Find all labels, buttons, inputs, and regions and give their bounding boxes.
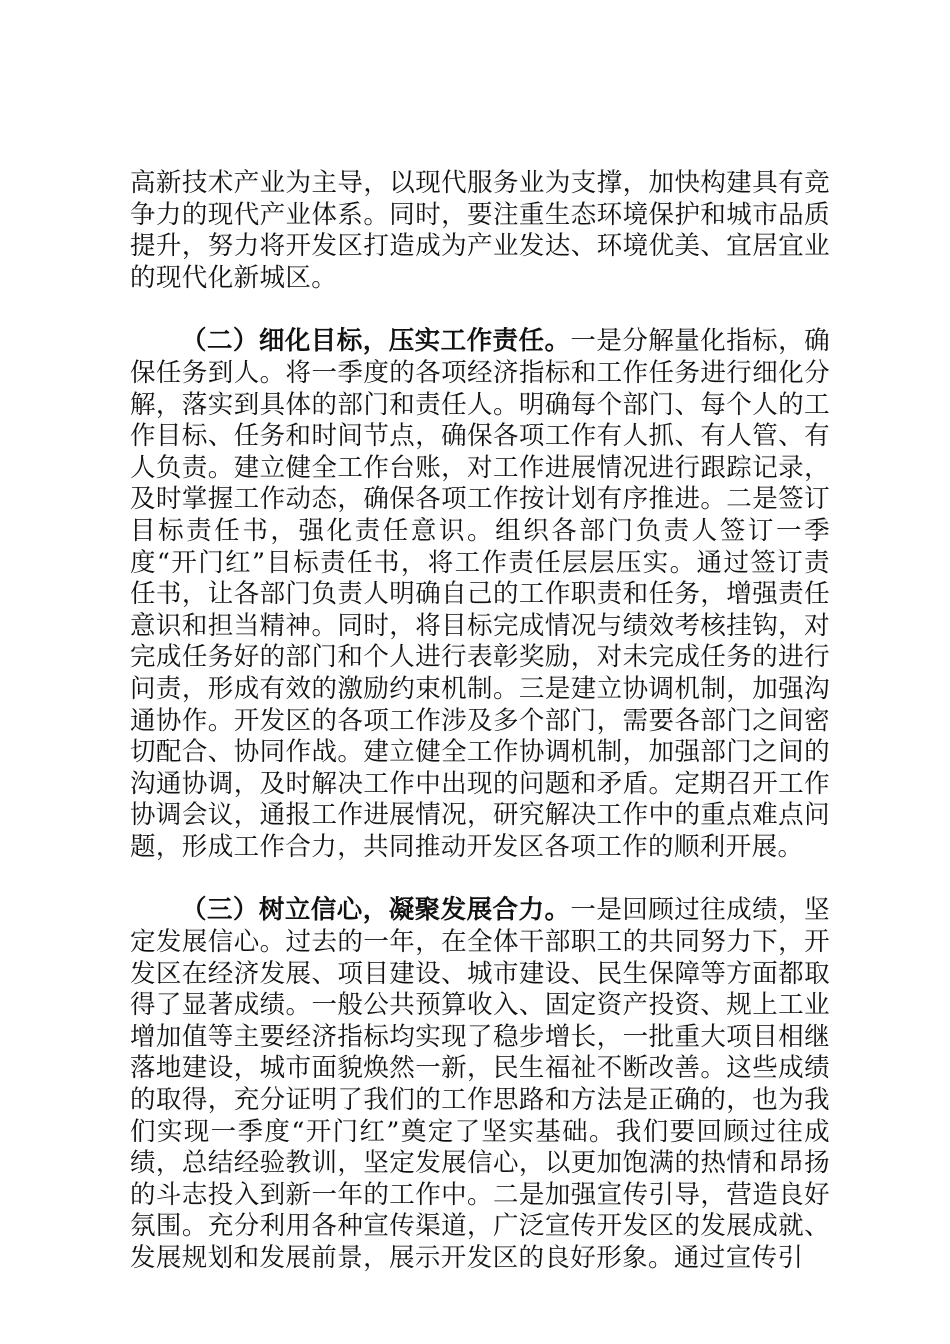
paragraph-text: 高新技术产业为主导，以现代服务业为支撑，加快构建具有竞争力的现代产业体系。同时，要注重生态环境保护和城市品质提升，努力将开发区打造成为产业发达、环境优美、宜居宜业的现代化新城区。	[130, 168, 830, 293]
paragraph-text: 一是分解量化指标，确保任务到人。将一季度的各项经济指标和工作任务进行细化分解，落实到具体的部门和责任人。明确每个部门、每个人的工作目标、任务和时间节点，确保各项工作有人抓、有人管、有人负责。建立健全工作台账，对工作进展情况进行跟踪记录，及时掌握工作动态，确保各项工作按计划有序推进。二是签订目标责任书，强化责任意识。组织各部门负责人签订一季度“开门红”目标责任书，将工作责任层层压实。通过签订责任书，让各部门负责人明确自己的工作职责和任务，增强责任意识和担当精神。同时，将目标完成情况与绩效考核挂钩，对完成任务好的部门和个人进行表彰奖励，对未完成任务的进行问责，形成有效的激励约束机制。三是建立协调机制，加强沟通协作。开发区的各项工作涉及多个部门，需要各部门之间密切配合、协同作战。建立健全工作协调机制，加强部门之间的沟通协调，及时解决工作中出现的问题和矛盾。定期召开工作协调会议，通报工作进展情况，研究解决工作中的重点难点问题，形成工作合力，共同推动开发区各项工作的顺利开展。	[130, 326, 830, 862]
paragraph-text: 一是回顾过往成绩，坚定发展信心。过去的一年，在全体干部职工的共同努力下，开发区在经济发展、项目建设、城市建设、民生保障等方面都取得了显著成绩。一般公共预算收入、固定资产投资、规上工业增加值等主要经济指标均实现了稳步增长，一批重大项目相继落地建设，城市面貌焕然一新，民生福祉不断改善。这些成绩的取得，充分证明了我们的工作思路和方法是正确的，也为我们实现一季度“开门红”奠定了坚实基础。我们要回顾过往成绩，总结经验教训，坚定发展信心，以更加饱满的热情和昂扬的斗志投入到新一年的工作中。二是加强宣传引导，营造良好氛围。充分利用各种宣传渠道，广泛宣传开发区的发展成就、发展规划和发展前景，展示开发区的良好形象。通过宣传引	[130, 895, 830, 1273]
paragraph-continued	[130, 168, 830, 294]
paragraph-section-2	[130, 326, 830, 863]
section-heading: （二）细化目标，压实工作责任。	[181, 326, 571, 357]
document-body	[130, 168, 830, 1275]
section-heading: （三）树立信心，凝聚发展合力。	[181, 895, 571, 926]
paragraph-section-3	[130, 895, 830, 1274]
